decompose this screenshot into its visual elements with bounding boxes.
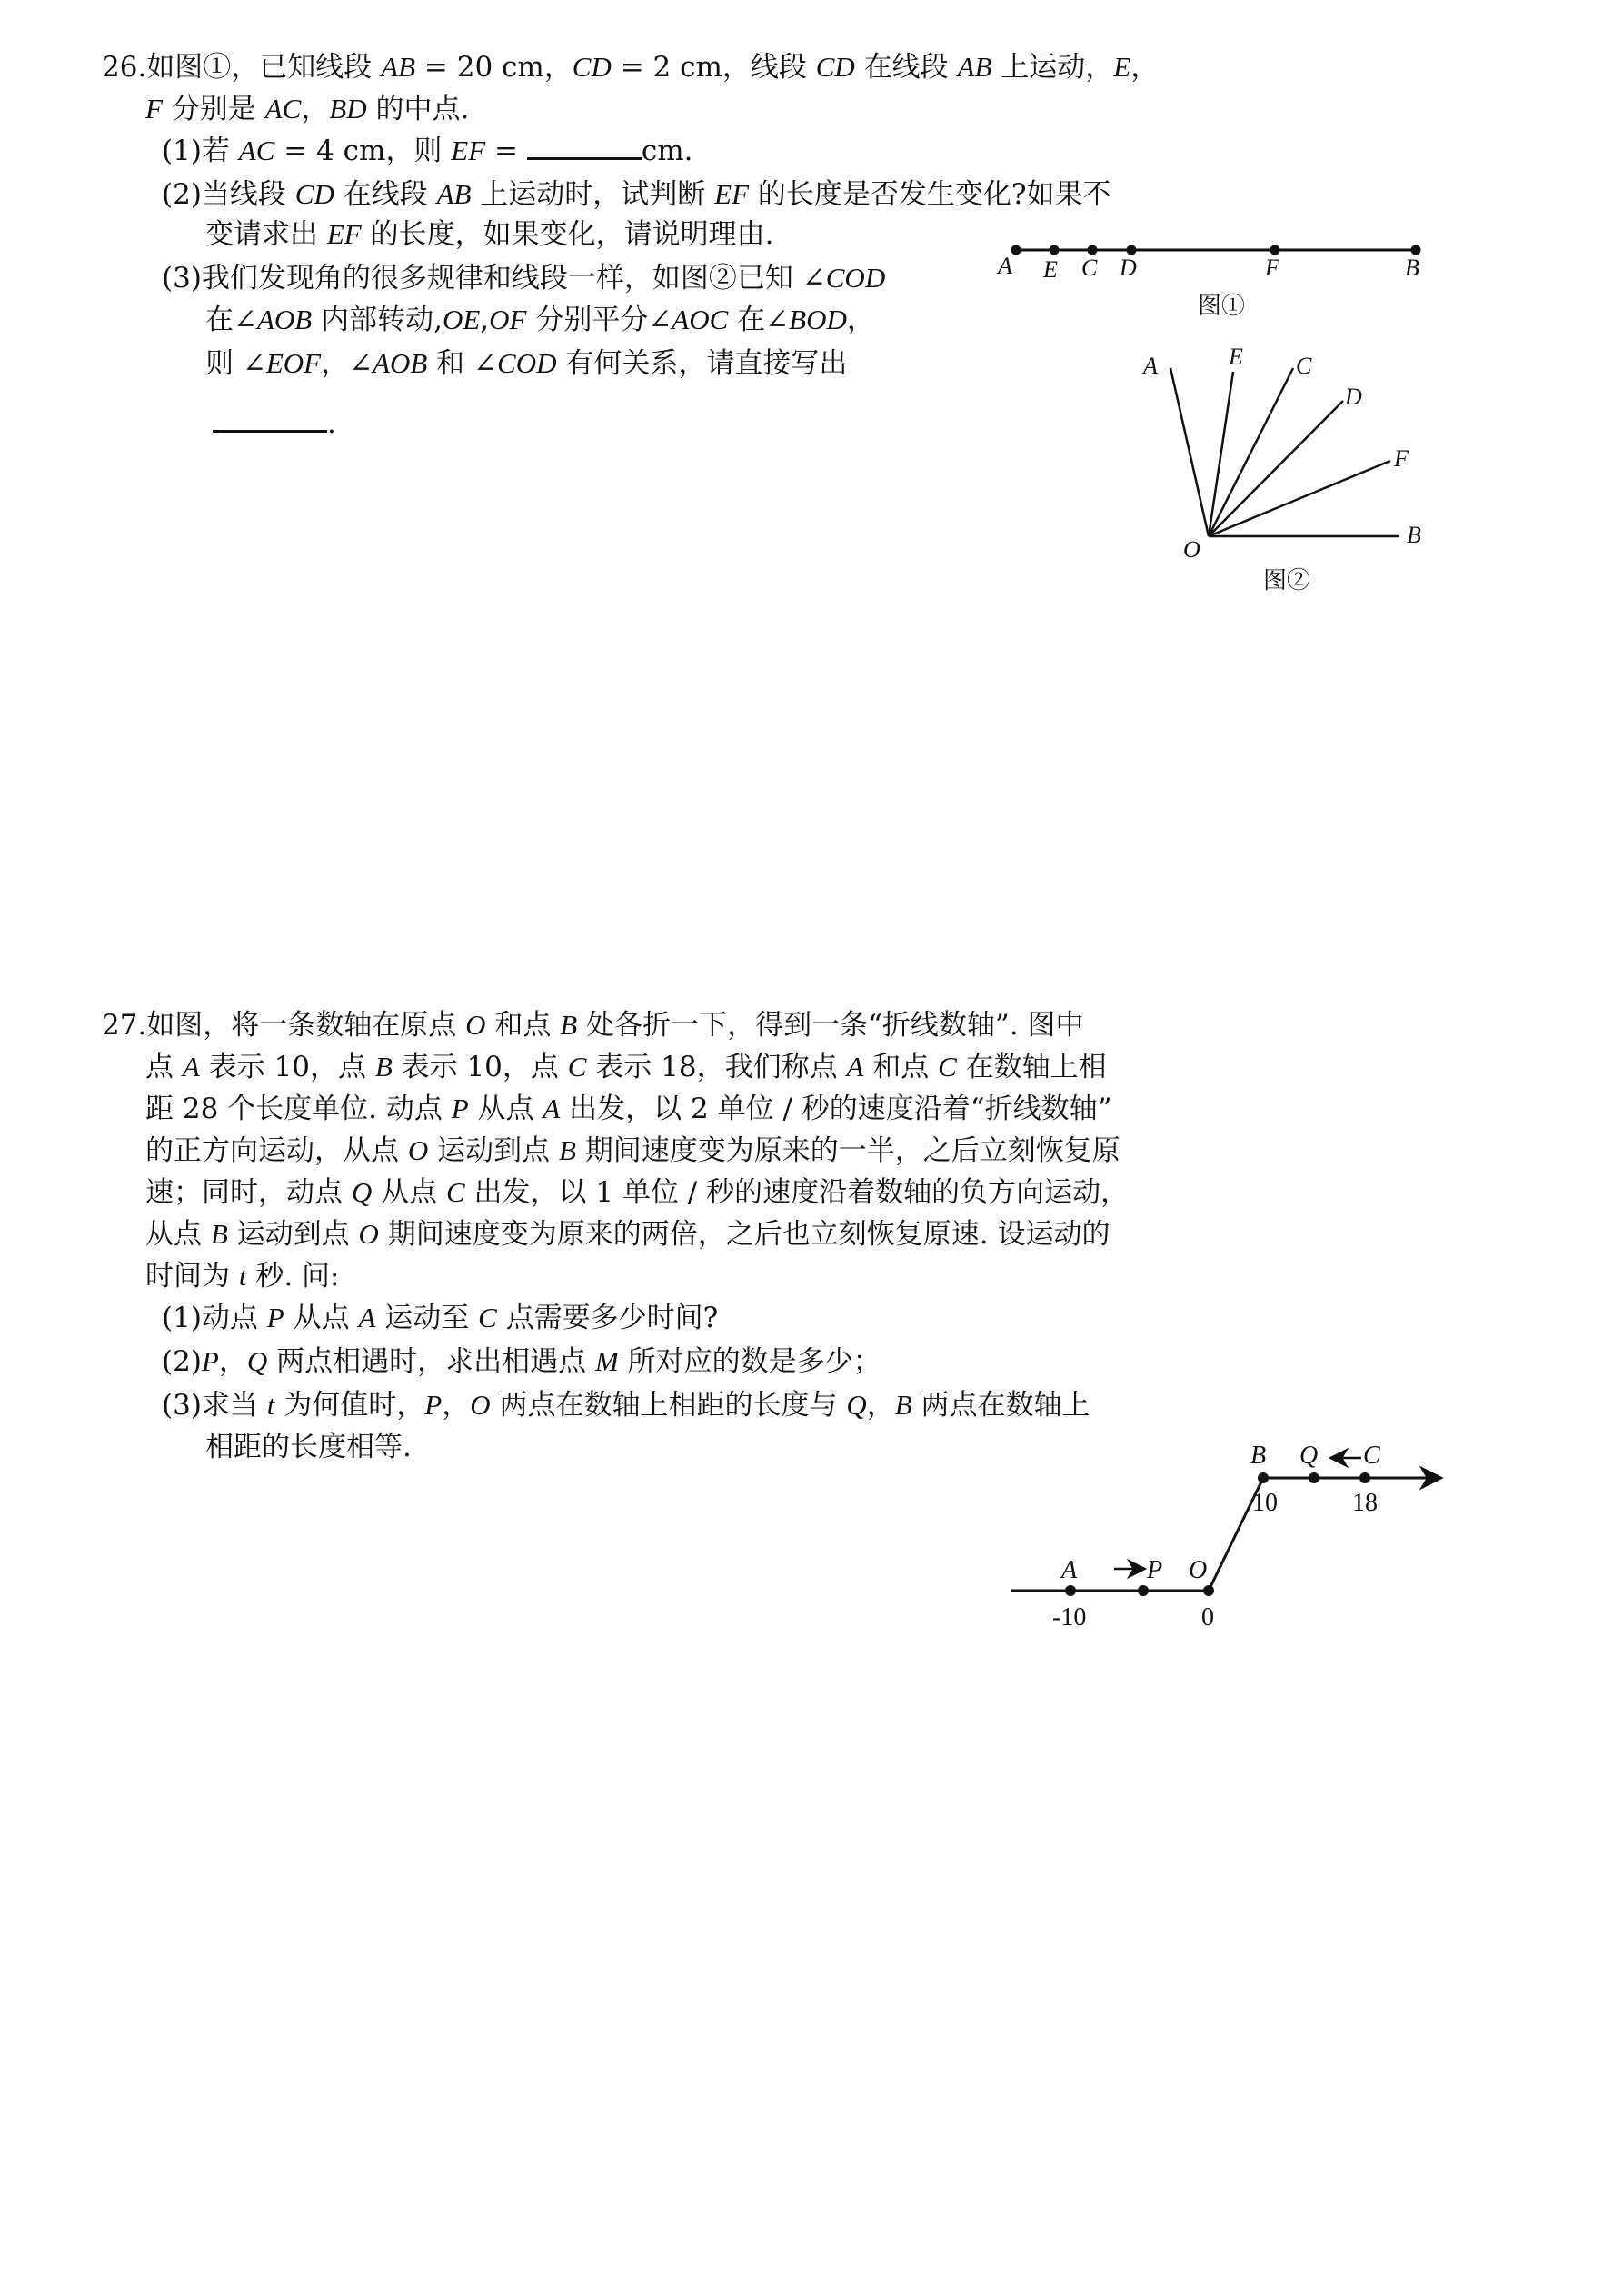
text: 我们发现角的很多规律和线段一样，如图②已知 [201, 262, 802, 294]
text: 两点相遇时，求出相遇点 [267, 1345, 595, 1378]
label-e: E [1043, 256, 1058, 283]
text: 表示 10，点 [392, 1051, 568, 1083]
math: AB [436, 178, 472, 210]
text: 从点 [372, 1176, 446, 1209]
q27-part1 [162, 1300, 718, 1336]
math: Q [846, 1389, 867, 1421]
point-a [1065, 1585, 1076, 1596]
math: CD [294, 178, 334, 210]
text: 分别平分 [526, 304, 649, 336]
text: ， [846, 304, 875, 336]
text: 距 28 个长度单位. 动点 [145, 1093, 452, 1125]
text: 点需要多少时间? [496, 1302, 719, 1334]
text: 在数轴上相 [956, 1051, 1107, 1083]
point-d [1127, 245, 1137, 255]
text: 两点在数轴上 [911, 1389, 1090, 1422]
math: ∠AOB [349, 347, 428, 379]
text: 的正方向运动，从点 [145, 1134, 408, 1167]
math: P [266, 1302, 284, 1333]
math: CD [572, 51, 612, 83]
text: 在 [728, 304, 766, 336]
math: ∠AOC [648, 304, 729, 335]
q26-part2-line2 [205, 216, 773, 253]
text: 和点 [485, 1009, 561, 1042]
ray-oa [1170, 368, 1209, 536]
text: ， [218, 1345, 247, 1378]
text: 运动到点 [428, 1134, 559, 1167]
point-b [1258, 1472, 1269, 1483]
math: AB [381, 51, 416, 83]
text: 的中点. [366, 93, 470, 125]
math: ∠BOD [765, 304, 847, 335]
q26-part3-line4 [213, 405, 336, 442]
text: , [480, 304, 490, 336]
point-e [1050, 245, 1060, 255]
math: C [938, 1051, 957, 1083]
label-p: P [1147, 1556, 1163, 1584]
text: 动点 [201, 1302, 267, 1334]
q27-stem-line1 [102, 1007, 1083, 1043]
math: C [478, 1302, 497, 1333]
math: A [846, 1051, 864, 1083]
q27-part3-line1 [162, 1387, 1090, 1423]
q27-stem-line4 [145, 1133, 1120, 1169]
label-f: F [1265, 255, 1279, 281]
tick-label-18: 18 [1352, 1489, 1378, 1517]
ray-of [1209, 461, 1390, 536]
text: 则 [205, 347, 243, 380]
text: 从点 [145, 1218, 211, 1251]
math: P [201, 1345, 219, 1377]
text: 表示 18，我们称点 [586, 1051, 847, 1083]
math: A [543, 1093, 561, 1124]
folded-number-line-figure [1009, 1427, 1463, 1645]
point-p [1138, 1585, 1149, 1596]
label-a: A [1143, 353, 1158, 379]
math: EF [714, 178, 750, 210]
q27-stem-line7 [145, 1258, 340, 1294]
text: 出发，以 1 单位 / 秒的速度沿着数轴的负方向运动， [464, 1176, 1130, 1209]
text: 出发，以 2 单位 / 秒的速度沿着“折线数轴” [560, 1093, 1112, 1125]
math: ∠COD [802, 262, 886, 294]
q27-stem-line6 [145, 1216, 1110, 1253]
math: Q [351, 1176, 373, 1208]
math: O [358, 1218, 379, 1250]
math: P [451, 1093, 469, 1124]
text: 在 [205, 304, 234, 336]
text: ， [442, 1389, 471, 1422]
point-c [1359, 1472, 1370, 1483]
text: 和 [427, 347, 474, 380]
text: 若 [201, 135, 239, 167]
text: 分别是 [162, 93, 265, 125]
label-c: C [1081, 255, 1098, 281]
label-b: B [1407, 522, 1421, 548]
math: EF [326, 218, 362, 250]
q27-stem-line5 [145, 1174, 1129, 1211]
text: ， [1130, 51, 1160, 84]
q27-stem-line2 [145, 1049, 1107, 1085]
text: ， [301, 93, 330, 125]
math: O [407, 1134, 429, 1166]
text: 从点 [468, 1093, 543, 1125]
q26-stem-line2 [145, 91, 469, 127]
text: 的长度，如果变化，请说明理由. [361, 218, 774, 251]
point-q [1309, 1472, 1319, 1483]
math: B [894, 1389, 912, 1421]
math: AB [957, 51, 992, 83]
text: 两点在数轴上相距的长度与 [490, 1389, 847, 1422]
tick-label-10: 10 [1252, 1489, 1278, 1517]
part-number: (2) [162, 1345, 202, 1378]
math: OE [442, 304, 481, 335]
math: O [465, 1009, 486, 1041]
math: t [266, 1389, 275, 1421]
figure-2-caption: 图② [1263, 567, 1311, 594]
text: 时间为 [145, 1260, 239, 1293]
part-number: (2) [162, 178, 202, 211]
q26-part1 [162, 133, 692, 169]
point-a [1011, 245, 1021, 255]
math: M [594, 1345, 619, 1377]
math: B [560, 1009, 578, 1041]
math: ∠AOB [234, 304, 313, 335]
text: 点 [145, 1051, 183, 1083]
text: = 4 cm，则 [274, 135, 452, 167]
q27-part2 [162, 1343, 881, 1380]
point-b [1411, 245, 1421, 255]
point-c [1088, 245, 1098, 255]
label-a: A [998, 253, 1012, 279]
label-f: F [1394, 445, 1409, 472]
text: 上运动时，试判断 [471, 178, 715, 211]
text: cm. [641, 135, 693, 167]
text: 从点 [284, 1302, 359, 1334]
label-b: B [1405, 255, 1419, 281]
text: 内部转动, [312, 304, 443, 336]
label-c: C [1296, 353, 1312, 379]
text: ， [321, 347, 350, 380]
text: ， [866, 1389, 895, 1422]
label-c: C [1363, 1442, 1380, 1470]
tick-label-neg10: -10 [1052, 1603, 1087, 1632]
math: A [182, 1051, 200, 1083]
text: 变请求出 [205, 218, 327, 251]
text: 运动到点 [227, 1218, 359, 1251]
math: AC [238, 135, 275, 166]
text: 的长度是否发生变化?如果不 [749, 178, 1111, 211]
answer-blank[interactable] [213, 430, 327, 433]
math: AC [264, 93, 302, 125]
label-e: E [1229, 344, 1243, 370]
ray-od [1209, 401, 1343, 536]
text: 期间速度变为原来的两倍，之后也立刻恢复原速. 设运动的 [378, 1218, 1110, 1251]
text: 如图，将一条数轴在原点 [146, 1009, 466, 1042]
q27-part3-line2 [205, 1429, 412, 1465]
q26-stem-line1 [102, 49, 1159, 85]
answer-blank[interactable] [527, 157, 642, 160]
text: 速；同时，动点 [145, 1176, 352, 1209]
text: 在线段 [334, 178, 437, 211]
text: 运动至 [375, 1302, 479, 1334]
q26-part3-line3 [205, 345, 847, 382]
text: 处各折一下，得到一条“折线数轴”. 图中 [577, 1009, 1084, 1042]
text: 上运动， [991, 51, 1114, 84]
math: B [374, 1051, 393, 1083]
label-b: B [1250, 1442, 1267, 1470]
text: 和点 [863, 1051, 939, 1083]
text: 相距的长度相等. [205, 1431, 412, 1463]
math: C [567, 1051, 587, 1083]
q26-part3-line2 [205, 302, 875, 338]
math: t [238, 1260, 247, 1292]
text: 为何值时， [274, 1389, 425, 1422]
text: 有何关系，请直接写出 [556, 347, 848, 380]
math: P [424, 1389, 443, 1421]
math: B [210, 1218, 228, 1250]
text: 期间速度变为原来的一半，之后立刻恢复原 [575, 1134, 1120, 1167]
point-o [1203, 1585, 1214, 1596]
math: BD [329, 93, 367, 125]
text: 所对应的数是多少； [618, 1345, 881, 1378]
label-o: O [1183, 536, 1200, 563]
math: ∠COD [473, 347, 557, 379]
text: 表示 10，点 [199, 1051, 375, 1083]
math: F [145, 93, 163, 125]
q26-part3-line1 [162, 260, 885, 296]
text: 求当 [201, 1389, 267, 1422]
math: Q [246, 1345, 268, 1377]
figure-1-caption: 图① [1198, 293, 1246, 320]
label-a: A [1061, 1556, 1078, 1584]
math: OF [489, 304, 527, 335]
math: E [1113, 51, 1131, 83]
math: O [470, 1389, 491, 1421]
point-f [1270, 245, 1280, 255]
q26-part2-line1 [162, 176, 1111, 213]
tick-label-0: 0 [1201, 1603, 1214, 1632]
part-number: (1) [162, 135, 202, 167]
q27-stem-line3 [145, 1091, 1111, 1127]
text: 秒. 问: [246, 1260, 340, 1293]
label-q: Q [1299, 1442, 1319, 1470]
part-number: (3) [162, 1389, 202, 1422]
math: A [358, 1302, 376, 1333]
math: B [558, 1134, 576, 1166]
text: = 2 cm，线段 [611, 51, 816, 84]
label-d: D [1345, 384, 1362, 410]
q27-number: 27. [102, 1009, 147, 1042]
label-d: D [1120, 255, 1137, 281]
math: CD [815, 51, 855, 83]
math: EF [451, 135, 486, 166]
text: = [485, 135, 527, 167]
figure-1-segment [991, 232, 1436, 332]
text: 如图①，已知线段 [146, 51, 382, 84]
text: = 20 cm， [415, 51, 573, 84]
label-o: O [1189, 1556, 1208, 1584]
q26-number: 26. [102, 51, 147, 84]
part-number: (1) [162, 1302, 202, 1334]
math: ∠EOF [242, 347, 322, 379]
text: 当线段 [201, 178, 295, 211]
text: . [327, 407, 336, 440]
math: C [445, 1176, 465, 1208]
part-number: (3) [162, 262, 202, 294]
figure-2-angles [1127, 341, 1454, 604]
text: 在线段 [854, 51, 958, 84]
